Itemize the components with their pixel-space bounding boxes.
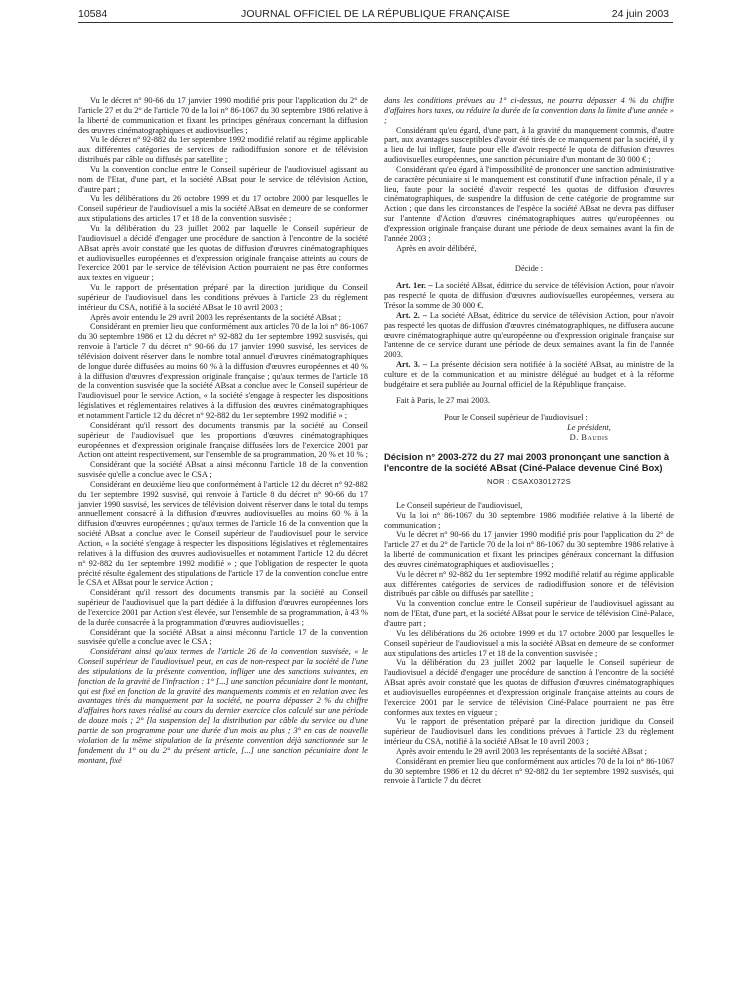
decide-heading: Décide : <box>514 263 544 273</box>
paragraph: Vu les délibérations du 26 octobre 1999 et du 17 octobre 2000 par lesquelles le Conseil supérieur de l'audiovisuel a mis la société ABsat en demeure de se conformer aux stipulations des articles 17 et 18 de la convention susvisée ; <box>78 194 368 224</box>
paragraph: Considérant en deuxième lieu que conformément à l'article 12 du décret n° 92-882 du 1er septembre 1992 susvisé, qui renvoie à l'article 8 du décret n° 90-66 du 17 janvier 1990 susvisé, les services de télévision doivent réserver dans le total du temps annuellement consacré à la diffusion d'œuvres audiovisuelles au moins 60 % à la diffusion d'œuvres européennes ; qu'aux termes de l'article 16 de la convention que la société ABsat a conclue avec le Conseil supérieur de l'audiovisuel pour le service Action, « la société s'engage à respecter les dispositions législatives et réglementaires relatives à la diffusion des œuvres audiovisuelles et notamment l'article 12 du décret n° 92-882 du 1er septembre 1992 modifié » ; que l'obligation de respecter le quota précité résulte également des stipulations de l'article 17 de la convention conclue entre le CSA et ABsat pour le service Action ; <box>78 479 368 588</box>
fait-a-paris: Fait à Paris, le 27 mai 2003. <box>396 395 490 405</box>
paragraph: Après avoir entendu le 29 avril 2003 les représentants de la société ABsat ; <box>396 746 647 756</box>
page-header <box>0 0 751 36</box>
paragraph: Vu la loi n° 86-1067 du 30 septembre 1986 modifiée relative à la liberté de communication ; <box>384 510 674 530</box>
article-text: La présente décision sera notifiée à la société ABsat, au ministre de la culture et de la communication et au ministre délégué au budget et à la réforme budgétaire et sera publiée au Journal officiel de la République française. <box>384 360 674 389</box>
signature-line: Pour le Conseil supérieur de l'audiovisuel : <box>444 413 588 423</box>
paragraph: Considérant qu'il ressort des documents transmis par la société au Conseil supérieur de l'audiovisuel que la part dédiée à la diffusion d'œuvres européennes lors de l'exercice 2001 par Action s'est élevée, sur l'ensemble de sa programmation, à 43 % de la durée consacrée à la programmation d'œuvres audiovisuelles ; <box>78 588 368 627</box>
article-3 <box>384 360 674 390</box>
paragraph: Vu le rapport de présentation préparé par la direction juridique du Conseil supérieur de l'audiovisuel dans les conditions prévues à l'article 23 du règlement intérieur du CSA, notifié à la société ABsat le 10 avril 2003 ; <box>78 283 368 312</box>
quote-continuation: dans les conditions prévues au 1° ci-dessus, ne pourra dépasser 4 % du chiffre d'affaires hors taxes, ou réduire la durée de la convention dans la limite d'une année » ; <box>384 96 674 125</box>
article-label: Art. 2. – <box>396 310 427 320</box>
paragraph: Considérant que la société ABsat a ainsi méconnu l'article 18 de la convention susvisée qu'elle a conclue avec le CSA ; <box>78 460 368 480</box>
deliberation-line: Après en avoir délibéré, <box>396 243 477 253</box>
article-1 <box>384 281 674 311</box>
considerant: Considérant qu'eu égard, d'une part, à la gravité du manquement commis, d'autre part, aux avantages susceptibles d'avoir été tirés de ce manquement par la société, il y a lieu de lui infliger, faute pour elle d'avoir respecté le quota de diffusion d'œuvres audiovisuelles européennes, une sanction pécuniaire d'un montant de 30 000 € ; <box>384 125 674 165</box>
nor-reference: NOR : CSAX0301272S <box>487 477 571 486</box>
paragraph: Considérant qu'il ressort des documents transmis par la société au Conseil supérieur de l'audiovisuel que les proportions d'œuvres cinématographiques européennes et d'expression originale française diffusées lors de l'exercice 2001 par Action ont atteint respectivement, sur l'ensemble de sa programmation, 20 % et 10 % ; <box>78 420 368 460</box>
considerant: Considérant qu'eu égard à l'impossibilité de prononcer une sanction administrative de caractère pécuniaire si le manquement est constitutif d'une infraction pénale, il y a lieu, faute pour la société d'avoir respecté les quotas de diffusion d'œuvres cinématographiques, de suspendre la diffusion de cette catégorie de programme sur Action ; que dans les circonstances de l'espèce la société ABsat ne devra pas diffuser sur l'antenne d'Action d'œuvres cinématographiques autres qu'européennes ou d'expression originale française durant une période de deux semaines avant la fin de l'année 2003 ; <box>384 164 674 243</box>
paragraph: Considérant en premier lieu que conformément aux articles 70 de la loi n° 86-1067 du 30 septembre 1986 et 12 du décret n° 92-882 du 1er septembre 1992 susvisés, qui renvoie à l'article 7 du décret n° 90-66 du 17 janvier 1990 susvisé, les services de télévision doivent réserver dans le nombre total annuel d'œuvres cinématographiques de longue durée diffusées au moins 60 % à la diffusion d'œuvres européennes et 40 % à la diffusion d'œuvres d'expression originale française ; qu'aux termes de l'article 18 de la convention susvisée que la société ABsat a conclue avec le Conseil supérieur de l'audiovisuel pour le service Action, « la société s'engage à respecter les dispositions législatives et réglementaires relatives à la diffusion des œuvres cinématographiques et notamment l'article 12 du décret n° 92-882 du 1er septembre 1992 modifié » ; <box>78 322 369 420</box>
left-column <box>78 96 368 765</box>
right-column <box>384 96 674 786</box>
paragraph: Vu le décret n° 90-66 du 17 janvier 1990 modifié pris pour l'application du 2° de l'article 27 et du 2° de l'article 70 de la loi n° 86-1067 du 30 septembre 1986 relative à la liberté de communication et fixant les principes généraux concernant la diffusion des œuvres cinématographiques et audiovisuelles ; <box>384 530 674 569</box>
paragraph: Le Conseil supérieur de l'audiovisuel, <box>396 500 523 510</box>
issue-date: 24 juin 2003 <box>611 8 669 20</box>
paragraph: Vu la délibération du 23 juillet 2002 par laquelle le Conseil supérieur de l'audiovisuel a décidé d'engager une procédure de sanction à l'encontre de la société ABsat après avoir constaté que les quotas de diffusion d'œuvres cinématographiques et audiovisuelles européennes et d'expression originale française atteints au cours de l'exercice 2001 par le service de télévision Ciné-Palace pourraient ne pas être conformes aux textes en vigueur ; <box>384 658 674 717</box>
signature-name: D. Baudis <box>569 433 609 443</box>
paragraph: Vu la convention conclue entre le Conseil supérieur de l'audiovisuel agissant au nom de l'Etat, d'une part, et la société ABsat pour le service de télévision Action, d'autre part ; <box>78 164 368 194</box>
paragraph: Vu le décret n° 92-882 du 1er septembre 1992 modifié relatif au régime applicable aux différentes catégories de services de radiodiffusion sonore et de télévision distribués par câble ou diffusés par satellite ; <box>78 135 368 165</box>
paragraph: Après avoir entendu le 29 avril 2003 les représentants de la société ABsat ; <box>90 312 341 322</box>
paragraph: Vu les délibérations du 26 octobre 1999 et du 17 octobre 2000 par lesquelles le Conseil supérieur de l'audiovisuel a mis la société ABsat en demeure de se conformer aux stipulations des articles 17 et 18 de la convention susvisée ; <box>384 628 674 658</box>
journal-title: JOURNAL OFFICIEL DE LA RÉPUBLIQUE FRANÇAISE <box>241 8 510 20</box>
paragraph: Considérant ainsi qu'aux termes de l'article 26 de la convention susvisée, « le Conseil supérieur de l'audiovisuel peut, en cas de non-respect par la société de l'une des stipulations de la présente convention, infliger une des sanctions suivantes, en fonction de la gravité de l'infraction : 1° [...] une sanction pécuniaire dont le montant, qui est fixé en fonction de la gravité des manquements commis et en relation avec les avantages tirés du manquement par la société, ne pourra dépasser 2 % du chiffre d'affaires hors taxes réalisé au cours du dernier exercice clos calculé sur une période de douze mois ; 2° [la suspension de] la distribution par câble du service ou d'une partie de son programme pour une durée d'un mois au plus ; 3° en cas de nouvelle violation de la même stipulation de la présente convention déjà sanctionnée sur le fondement du 1° ou du 2° du présent article, [...] une sanction pécuniaire dont le montant, fixé <box>78 647 368 765</box>
page-number: 10584 <box>78 8 108 20</box>
article-2 <box>384 311 674 360</box>
paragraph: Vu le décret n° 92-882 du 1er septembre 1992 modifié relatif au régime applicable aux différentes catégories de services de radiodiffusion sonore et de télévision distribués par câble ou diffusés par satellite ; <box>384 569 674 599</box>
paragraph: Considérant que la société ABsat a ainsi méconnu l'article 17 de la convention susvisée qu'elle a conclue avec le CSA ; <box>78 627 368 647</box>
decision-title: Décision n° 2003-272 du 27 mai 2003 prononçant une sanction à l'encontre de la société ABsat (Ciné-Palace devenue Ciné Box) <box>384 451 670 473</box>
paragraph: Vu la convention conclue entre le Conseil supérieur de l'audiovisuel agissant au nom de l'Etat, d'une part, et la société ABsat pour le service de télévision Ciné-Palace, d'autre part ; <box>384 599 674 628</box>
article-label: Art. 3. – <box>396 360 428 370</box>
paragraph: Vu la délibération du 23 juillet 2002 par laquelle le Conseil supérieur de l'audiovisuel a décidé d'engager une procédure de sanction à l'encontre de la société ABsat après avoir constaté que les quotas de diffusion d'œuvres cinématographiques et audiovisuelles européennes et d'expression originale française atteints au cours de l'exercice 2001 par le service de télévision Action pourraient ne pas être conformes aux textes en vigueur ; <box>78 223 368 283</box>
article-label: Art. 1er. – <box>396 281 433 291</box>
signature-role: Le président, <box>567 423 611 433</box>
header-rule <box>78 22 673 23</box>
paragraph: Vu le décret n° 90-66 du 17 janvier 1990 modifié pris pour l'application du 2° de l'article 27 et du 2° de l'article 70 de la loi n° 86-1067 du 30 septembre 1986 relative à la liberté de communication et fixant les principes généraux concernant la diffusion des œuvres cinématographiques et audiovisuelles ; <box>78 96 368 135</box>
paragraph: Vu le rapport de présentation préparé par la direction juridique du Conseil supérieur de l'audiovisuel dans les conditions prévues à l'article 23 du règlement intérieur du CSA, notifié à la société ABsat le 10 avril 2003 ; <box>384 717 674 747</box>
article-text: La société ABsat, éditrice du service de télévision Action, pour n'avoir pas respecté le quota de diffusion d'œuvres audiovisuelles européennes, versera au Trésor la somme de 30 000 €. <box>384 281 675 311</box>
article-text: La société ABsat, éditrice du service de télévision Action, pour n'avoir pas respecté les quotas de diffusion d'œuvres cinématographiques, ne diffusera aucune œuvre cinématographique autre qu'européenne ou d'expression originale française sur l'antenne de ce service durant une période de deux semaines avant la fin de l'année 2003. <box>384 310 674 360</box>
paragraph: Considérant en premier lieu que conformément aux articles 70 de la loi n° 86-1067 du 30 septembre 1986 et 12 du décret n° 92-882 du 1er septembre 1992 susvisés, qui renvoie à l'article 7 du décret <box>384 756 675 786</box>
